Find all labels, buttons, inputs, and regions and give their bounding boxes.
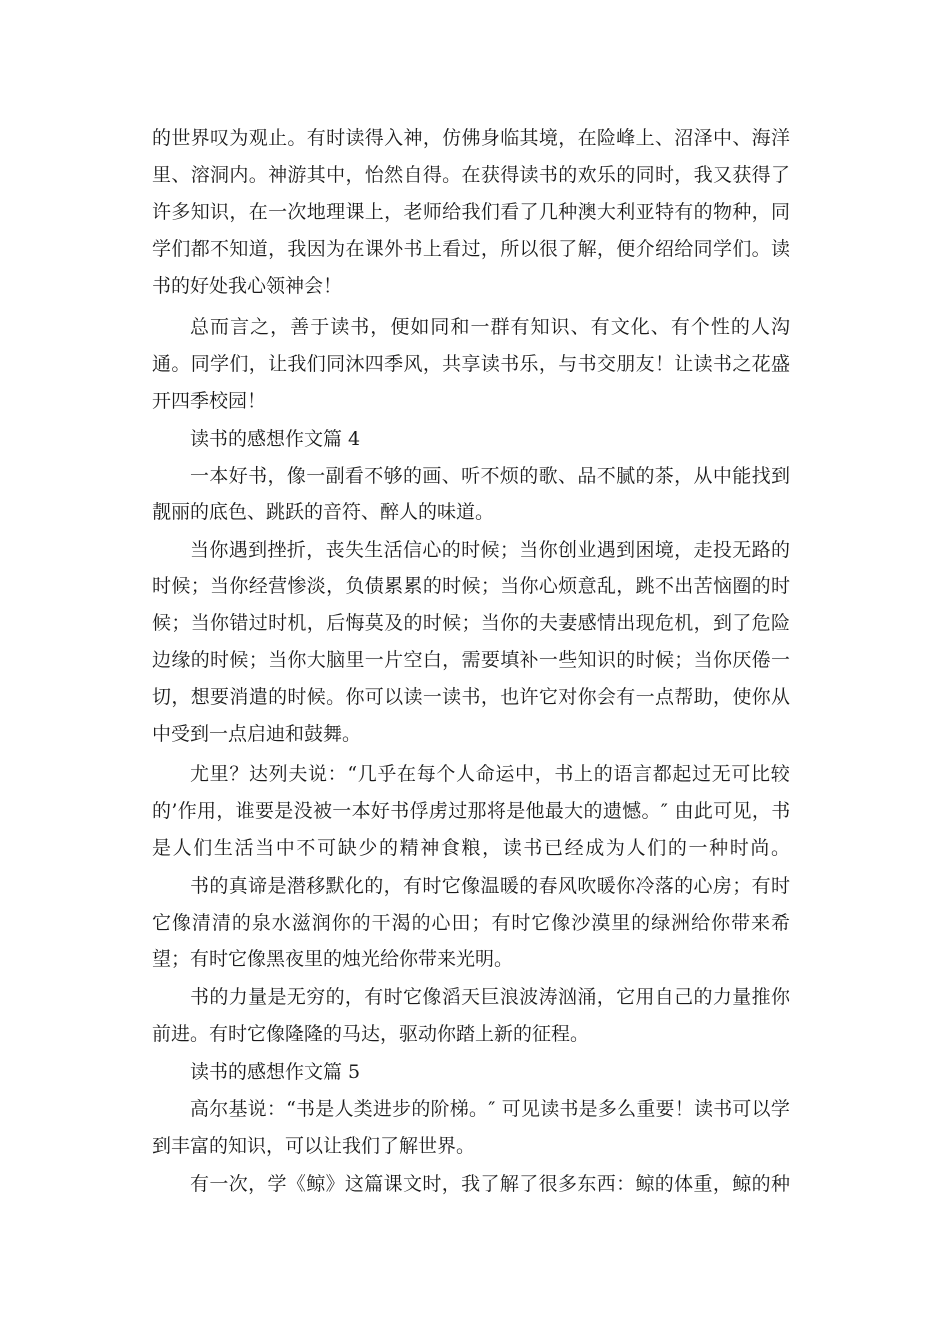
text-line: 的世界叹为观止。有时读得入神，仿佛身临其境，在险峰上、沼泽中、海洋	[152, 127, 791, 149]
section-heading: 读书的感想作文篇 5	[190, 1061, 361, 1083]
text-line: 有一次，学《鲸》这篇课文时，我了解了很多东西：鲸的体重，鲸的种	[190, 1173, 791, 1195]
text-line: 切，想要消遣的时候。你可以读一读书，也许它对你会有一点帮助，使你从	[152, 686, 791, 708]
text-line: 候；当你错过时机，后悔莫及的时候；当你的夫妻感情出现危机，到了危险	[152, 612, 791, 634]
section-heading: 读书的感想作文篇 4	[190, 428, 361, 450]
text-line: 总而言之，善于读书，便如同和一群有知识、有文化、有个性的人沟	[190, 316, 792, 338]
text-line: 书的真谛是潜移默化的，有时它像温暖的春风吹暖你冷落的心房；有时	[190, 875, 791, 897]
text-line: 一本好书，像一副看不够的画、听不烦的歌、品不腻的茶，从中能找到	[190, 465, 791, 487]
text-line: 当你遇到挫折，丧失生活信心的时候；当你创业遇到困境，走投无路的	[190, 539, 791, 561]
text-line: 开四季校园！	[152, 390, 267, 412]
text-line: 中受到一点启迪和鼓舞。	[152, 723, 362, 745]
text-line: 它像清清的泉水滋润你的干渴的心田；有时它像沙漠里的绿洲给你带来希	[152, 912, 791, 934]
text-line: 许多知识，在一次地理课上，老师给我们看了几种澳大利亚特有的物种，同	[152, 201, 791, 223]
text-line: 里、溶洞内。神游其中，怡然自得。在获得读书的欢乐的同时，我又获得了	[152, 164, 791, 186]
text-line: 前进。有时它像隆隆的马达，驱动你踏上新的征程。	[152, 1023, 590, 1045]
text-line: 是人们生活当中不可缺少的精神食粮，读书已经成为人们的一种时尚。	[152, 837, 792, 859]
text-line: 望；有时它像黑夜里的烛光给你带来光明。	[152, 948, 514, 970]
text-line: 书的力量是无穷的，有时它像滔天巨浪波涛汹涌，它用自己的力量推你	[190, 986, 791, 1008]
text-line: 的’作用，谁要是没被一本好书俘虏过那将是他最大的遗憾。″ 由此可见，书	[152, 800, 791, 822]
text-line: 通。同学们，让我们同沐四季风，共享读书乐，与书交朋友！让读书之花盛	[152, 353, 791, 375]
text-line: 尤里？达列夫说：“几乎在每个人命运中，书上的语言都起过无可比较	[190, 763, 791, 785]
text-line: 靓丽的底色、跳跃的音符、醉人的味道。	[152, 501, 495, 523]
text-line: 高尔基说：“书是人类进步的阶梯。″ 可见读书是多么重要！读书可以学	[190, 1098, 791, 1120]
text-line: 到丰富的知识，可以让我们了解世界。	[152, 1135, 476, 1157]
text-line: 边缘的时候；当你大脑里一片空白，需要填补一些知识的时候；当你厌倦一	[152, 649, 791, 671]
text-line: 时候；当你经营惨淡，负债累累的时候；当你心烦意乱，跳不出苦恼圈的时	[152, 575, 791, 597]
text-line: 书的好处我心领神会！	[152, 275, 343, 297]
text-line: 学们都不知道，我因为在课外书上看过，所以很了解，便介绍给同学们。读	[152, 238, 791, 260]
